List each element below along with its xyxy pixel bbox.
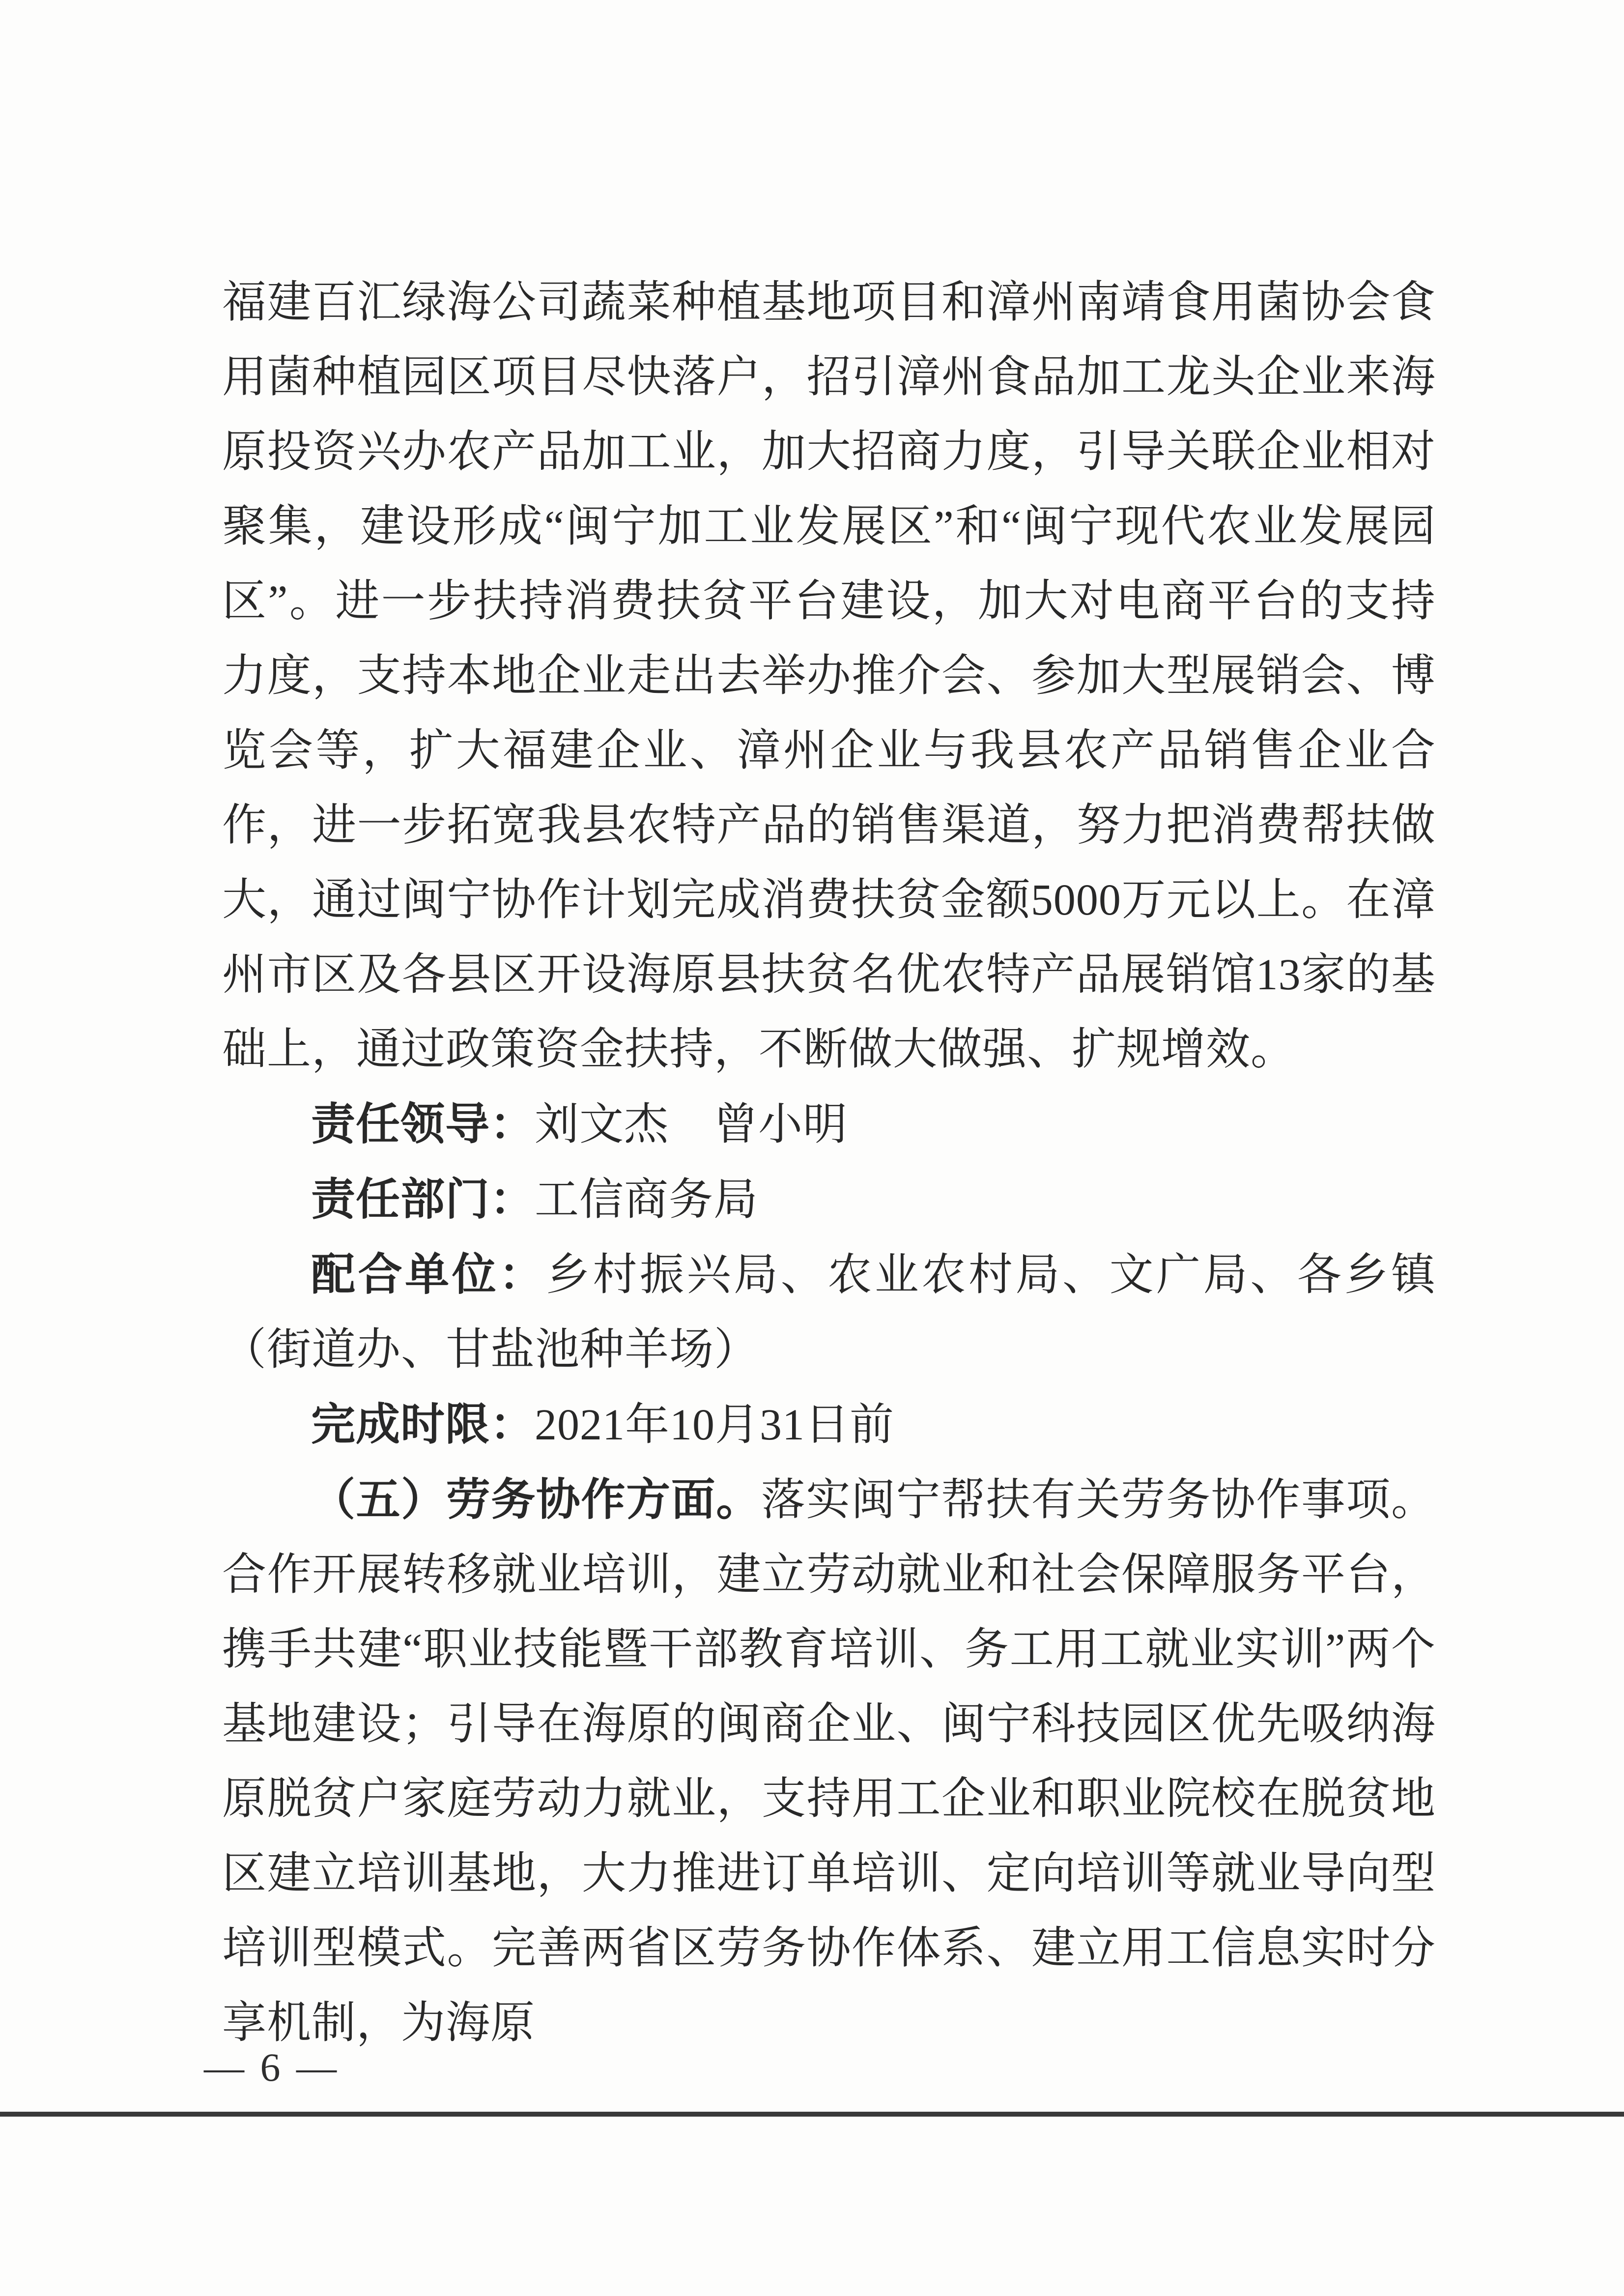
- field-label-completion-deadline: 完成时限：: [311, 1400, 535, 1449]
- section-body-labor-cooperation: 落实闽宁帮扶有关劳务协作事项。合作开展转移就业培训，建立劳动就业和社会保障服务平台，携手共建“职业技能暨干部教育培训、务工用工就业实训”两个基地建设；引导在海原的闽商企业、闽宁科技园区优先吸纳海原脱贫户家庭劳动力就业，支持用工企业和职业院校在脱贫地区建立培训基地，大力推进订单培训、定向培训等就业导向型培训型模式。完善两省区劳务协作体系、建立用工信息实时分享机制，为海原: [222, 1476, 1436, 2047]
- section-heading-labor-cooperation: （五）劳务协作方面。: [311, 1475, 761, 1524]
- paragraph-industry-and-consumption-support: 福建百汇绿海公司蔬菜种植基地项目和漳州南靖食用菌协会食用菌种植园区项目尽快落户，招引漳州食品加工龙头企业来海原投资兴办农产品加工业，加大招商力度，引导关联企业相对聚集，建设形成“闽宁加工业发展区”和“闽宁现代农业发展园区”。进一步扶持消费扶贫平台建设，加大对电商平台的支持力度，支持本地企业走出去举办推介会、参加大型展销会、博览会等，扩大福建企业、漳州企业与我县农产品销售企业合作，进一步拓宽我县农特产品的销售渠道，努力把消费帮扶做大，通过闽宁协作计划完成消费扶贫金额5000万元以上。在漳州市区及各县区开设海原县扶贫名优农特产品展销馆13家的基础上，通过政策资金扶持，不断做大做强、扩规增效。: [222, 278, 1436, 1074]
- field-value-responsible-leaders: 刘文杰 曾小明: [535, 1100, 848, 1149]
- field-label-responsible-leaders: 责任领导：: [311, 1100, 535, 1149]
- field-row-responsible-leaders: [222, 1087, 1436, 1162]
- footer-divider-line: [0, 2112, 1624, 2117]
- field-value-cooperating-units: 乡村振兴局、农业农村局、文广局、各乡镇（街道办、甘盐池种羊场）: [222, 1251, 1436, 1374]
- page-number: — 6 —: [204, 2045, 340, 2090]
- field-label-responsible-department: 责任部门：: [311, 1175, 535, 1224]
- field-label-cooperating-units: 配合单位：: [311, 1250, 546, 1299]
- field-row-cooperating-units: [222, 1237, 1436, 1387]
- field-row-responsible-department: [222, 1162, 1436, 1237]
- field-row-completion-deadline: [222, 1387, 1436, 1463]
- field-value-completion-deadline: 2021年10月31日前: [535, 1401, 894, 1449]
- field-value-responsible-department: 工信商务局: [535, 1176, 758, 1224]
- document-body: [222, 265, 1436, 2061]
- section-labor-cooperation: [222, 1463, 1436, 2061]
